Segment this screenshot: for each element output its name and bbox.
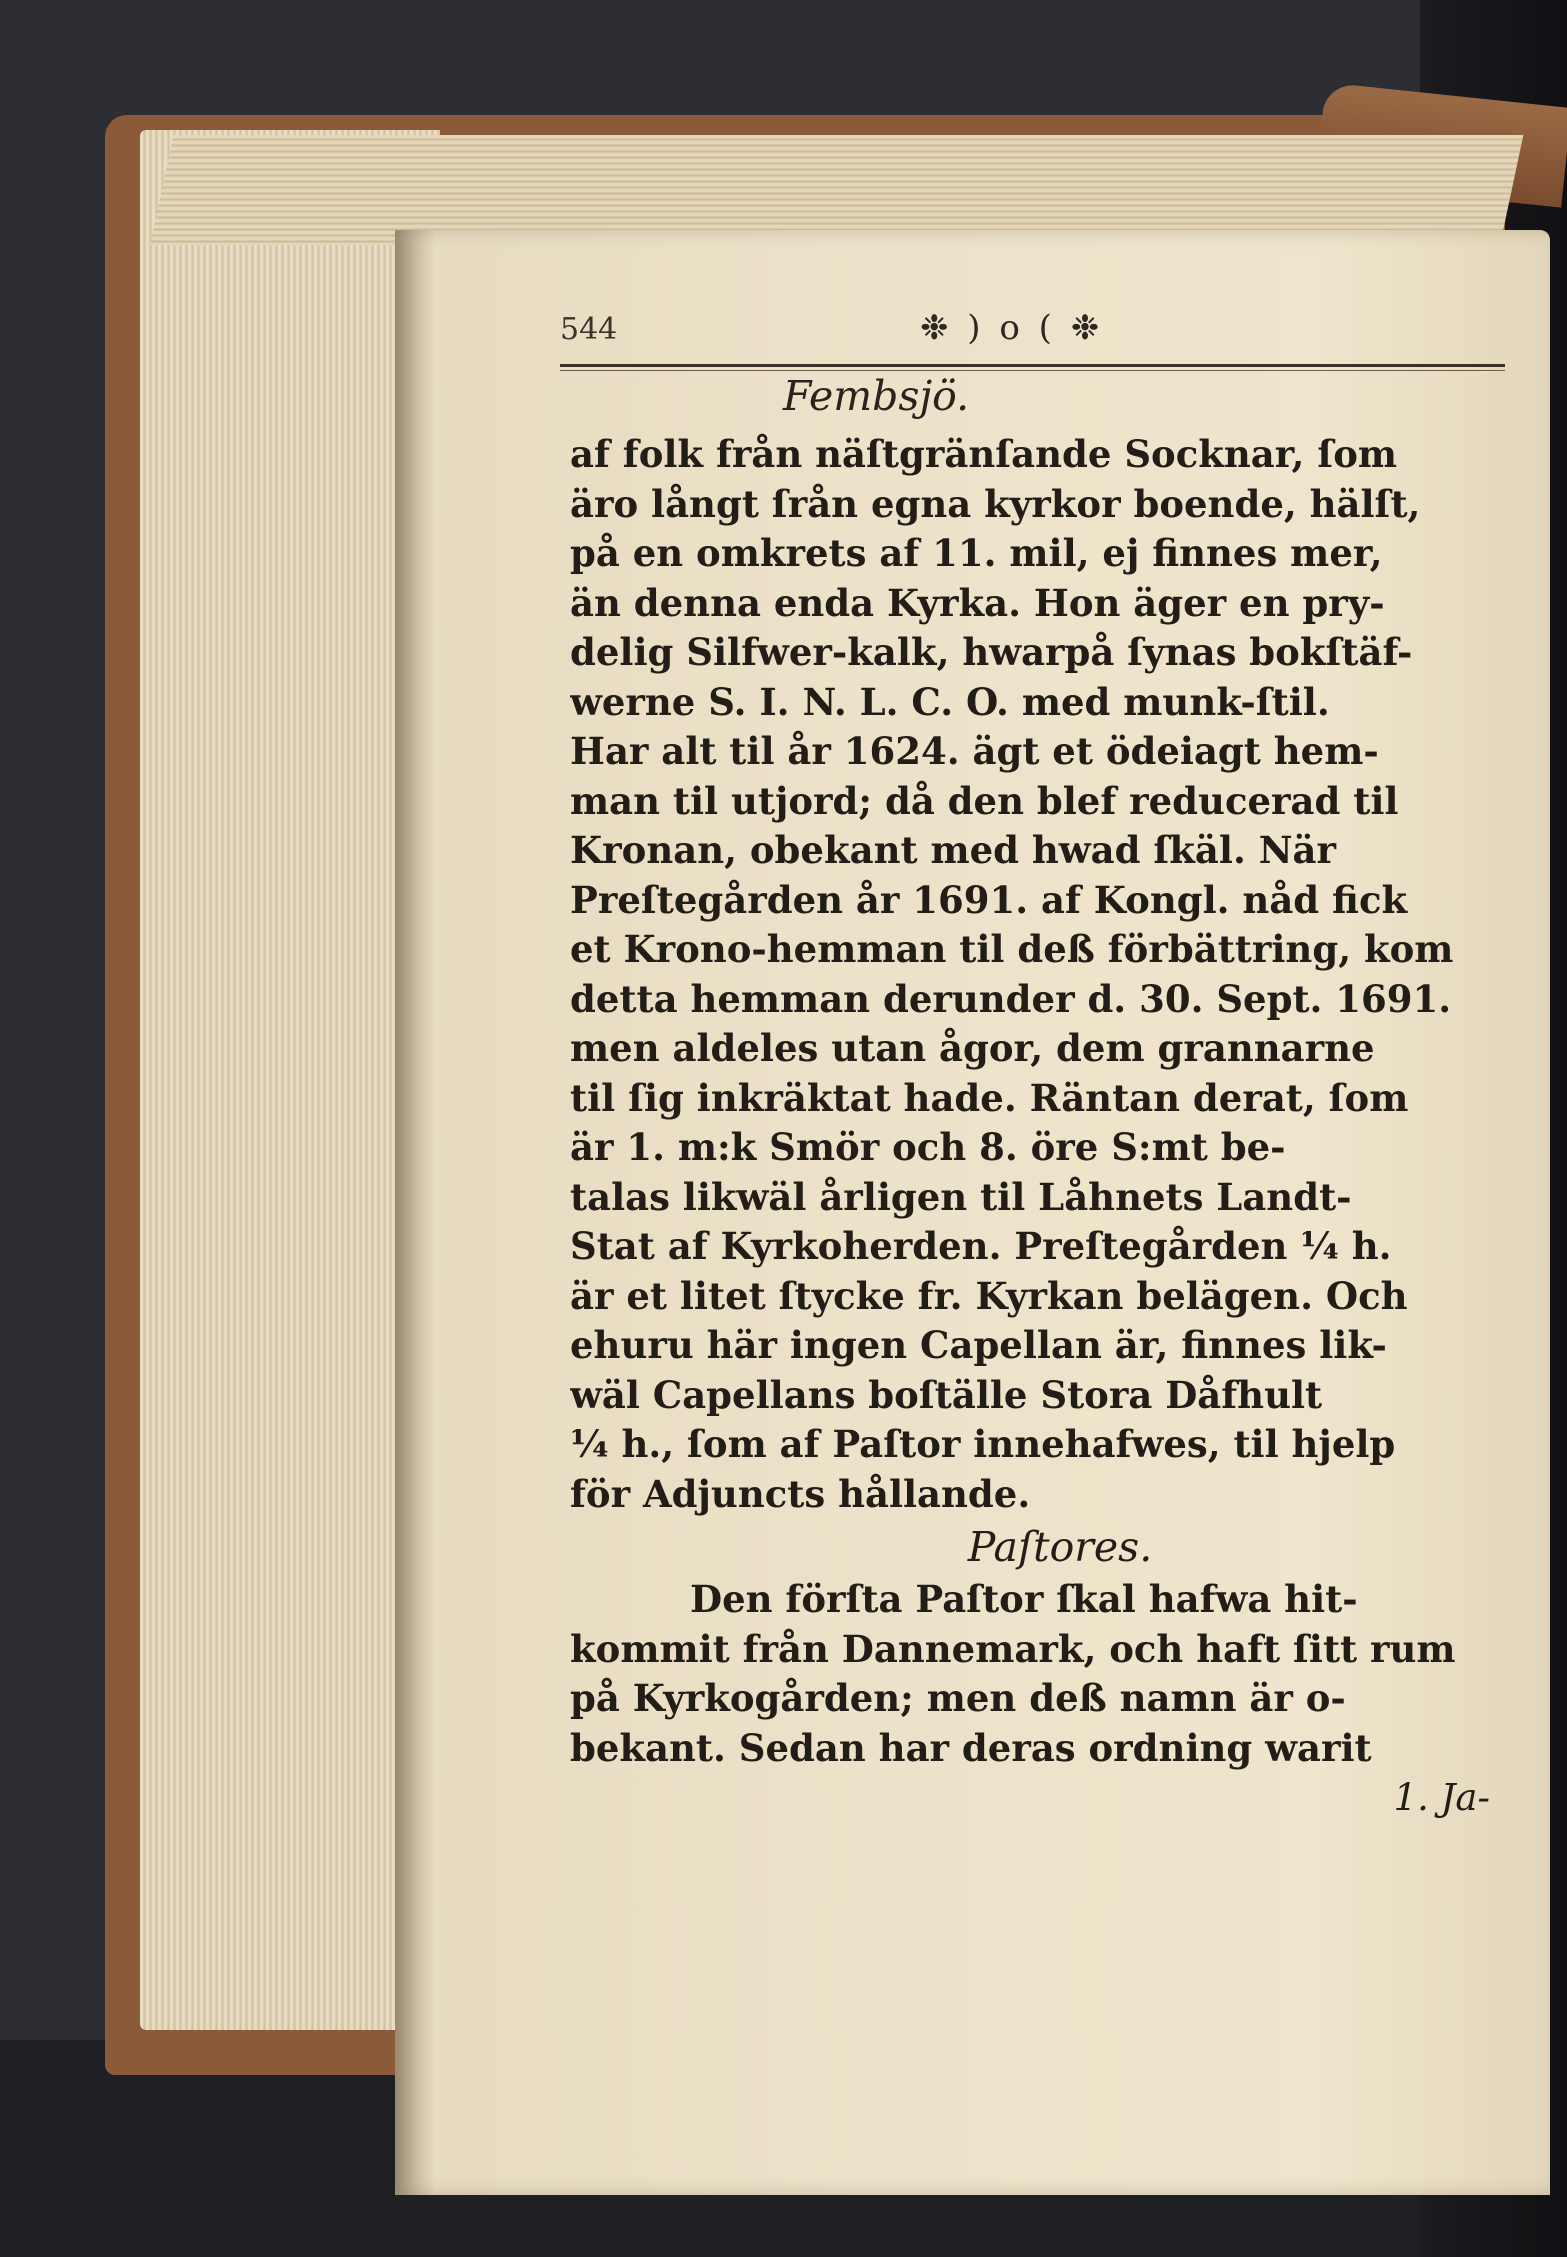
sub-heading: Paſtores. bbox=[967, 1523, 1153, 1571]
text-line: ehuru här ingen Capellan är, finnes lik- bbox=[570, 1323, 1387, 1367]
text-line: kommit från Dannemark, och haft ſitt rum bbox=[570, 1626, 1456, 1671]
text-line: wäl Capellans boſtälle Stora Dåfhult bbox=[570, 1372, 1323, 1417]
body-text bbox=[570, 430, 1510, 1823]
text-line: delig Silfwer-kalk, hwarpå ſynas bokſtäf- bbox=[570, 630, 1413, 674]
text-line: är et litet ſtycke fr. Kyrkan belägen. Och bbox=[570, 1273, 1408, 1318]
running-header bbox=[560, 308, 1500, 368]
text-line: Stat af Kyrkoherden. Preſtegården ¼ h. bbox=[570, 1224, 1392, 1268]
header-ornament: ❉ ) o ( ❉ bbox=[920, 308, 1104, 348]
gutter-shadow bbox=[395, 230, 435, 2195]
text-line: talas likwäl årligen til Låhnets Landt- bbox=[570, 1174, 1352, 1219]
text-line: et Krono-hemman til deß förbättring, kom bbox=[570, 927, 1454, 971]
text-line: Preſtegården år 1691. af Kongl. nåd fick bbox=[570, 877, 1408, 922]
text-line: på en omkrets af 11. mil, ej finnes mer, bbox=[570, 531, 1383, 575]
text-line: Den förſta Paſtor ſkal hafwa hit- bbox=[690, 1577, 1358, 1621]
text-line: är 1. m:k Smör och 8. öre S:mt be- bbox=[570, 1125, 1286, 1169]
header-rule bbox=[560, 364, 1505, 367]
text-line: detta hemman derunder d. 30. Sept. 1691. bbox=[570, 976, 1452, 1021]
header-rule-thin bbox=[560, 370, 1505, 371]
section-title: Fembsjö. bbox=[782, 372, 970, 420]
text-line: på Kyrkogården; men deß namn är o- bbox=[570, 1676, 1346, 1720]
text-line: til ſig inkräktat hade. Räntan derat, ſom bbox=[570, 1075, 1409, 1120]
text-line: af folk från näſtgränſande Socknar, ſom bbox=[570, 432, 1398, 476]
text-line: äro långt ſrån egna kyrkor boende, hälſt, bbox=[570, 481, 1421, 526]
catchword: 1. Ja- bbox=[1393, 1776, 1490, 1819]
text-line: men aldeles utan ågor, dem grannarne bbox=[570, 1026, 1375, 1070]
text-line: werne S. I. N. L. C. O. med munk-ſtil. bbox=[570, 679, 1330, 724]
text-line: bekant. Sedan har deras ordning warit bbox=[570, 1725, 1372, 1770]
text-line: man til utjord; då den blef reducerad til bbox=[570, 778, 1399, 823]
text-line: för Adjuncts hållande. bbox=[570, 1471, 1031, 1516]
text-line: Kronan, obekant med hwad ſkäl. När bbox=[570, 828, 1336, 872]
text-line: Har alt til år 1624. ägt et ödeiagt hem- bbox=[570, 729, 1379, 773]
page-block-top bbox=[150, 135, 1523, 245]
text-line: än denna enda Kyrka. Hon äger en pry- bbox=[570, 580, 1385, 625]
text-line: ¼ h., ſom af Paſtor innehafwes, til hjelp bbox=[570, 1422, 1396, 1466]
page-number: 544 bbox=[560, 312, 618, 347]
